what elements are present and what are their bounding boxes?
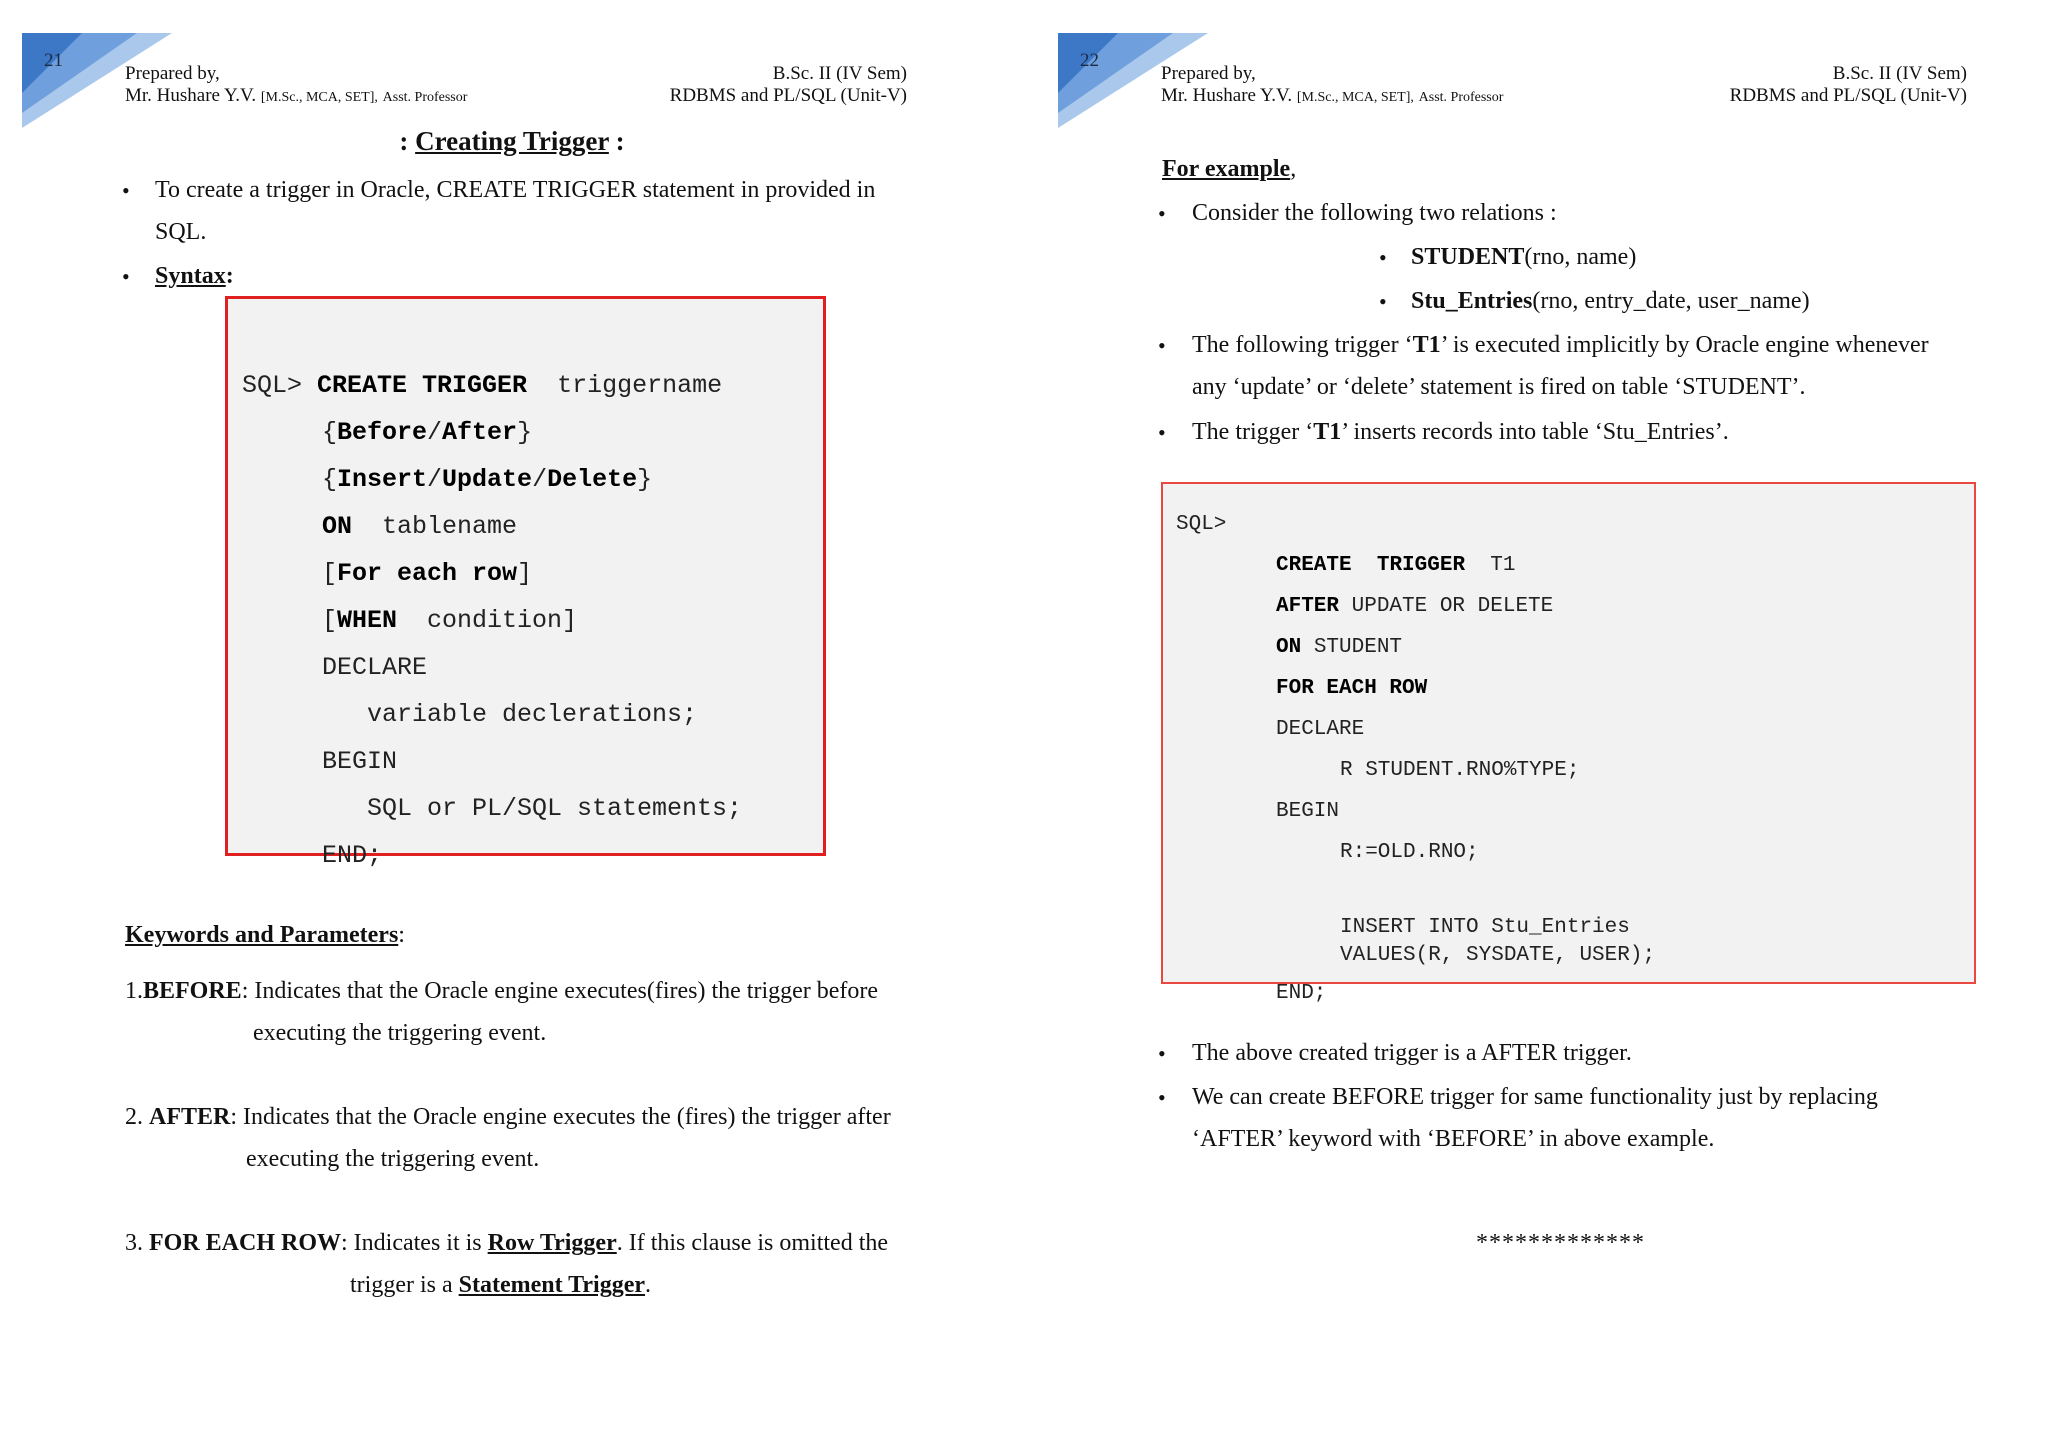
bullet-icon: • — [122, 178, 130, 203]
code-line: END; — [1276, 982, 1327, 1005]
header-prepared-by: Prepared by, — [125, 63, 220, 84]
bullet-icon: • — [1379, 289, 1387, 314]
header-prepared-by: Prepared by, — [1161, 63, 1256, 84]
bullet-trigger-t1-line1: The following trigger ‘T1’ is executed implicitly by Oracle engine whenever — [1192, 332, 1929, 358]
header-subject: RDBMS and PL/SQL (Unit-V) — [669, 85, 907, 106]
code-line: SQL> CREATE TRIGGER triggername — [242, 371, 723, 400]
row-trigger-term: Row Trigger — [487, 1230, 617, 1256]
title-prefix: : — [399, 126, 416, 156]
header-course: B.Sc. II (IV Sem) — [772, 63, 907, 84]
example-label: For example — [1162, 156, 1291, 182]
header-author: Mr. Hushare Y.V. — [125, 85, 257, 106]
code-line: [WHEN condition] — [322, 606, 578, 635]
header-author-line — [1161, 85, 1503, 109]
syntax-colon: : — [225, 263, 234, 289]
bullet-create-trigger-line1: To create a trigger in Oracle, CREATE TRIGGER statement in provided in — [155, 177, 876, 203]
bullet-icon: • — [1158, 201, 1166, 226]
keywords-colon: : — [398, 922, 405, 948]
keywords-heading — [125, 914, 405, 956]
code-line: R STUDENT.RNO%TYPE; — [1340, 759, 1580, 782]
code-line: variable declerations; — [367, 700, 698, 729]
bullet-trigger-t1-line2: any ‘update’ or ‘delete’ statement is fired on table ‘STUDENT’. — [1192, 374, 1806, 400]
code-line: SQL or PL/SQL statements; — [367, 794, 743, 823]
code-line: BEGIN — [1276, 800, 1340, 823]
code-line: AFTER UPDATE OR DELETE — [1276, 595, 1554, 618]
code-line: END; — [322, 841, 383, 870]
title-suffix: : — [608, 126, 625, 156]
bullet-icon: • — [122, 264, 130, 289]
code-line: R:=OLD.RNO; — [1340, 841, 1479, 864]
relation-name: STUDENT — [1411, 244, 1525, 270]
bullet-before-trigger-line2: ‘AFTER’ keyword with ‘BEFORE’ in above example. — [1192, 1126, 1715, 1152]
code-line: ON tablename — [322, 512, 518, 541]
bullet-before-trigger-line1: We can create BEFORE trigger for same functionality just by replacing — [1192, 1084, 1878, 1110]
header-role: Asst. Professor — [382, 90, 468, 105]
bullet-create-trigger-line2: SQL. — [155, 219, 207, 245]
header-subject: RDBMS and PL/SQL (Unit-V) — [1729, 85, 1967, 106]
code-line: VALUES(R, SYSDATE, USER); — [1340, 944, 1656, 967]
page-number: 21 — [44, 50, 63, 71]
bullet-icon: • — [1158, 1041, 1166, 1066]
code-line: [For each row] — [322, 559, 533, 588]
code-line: DECLARE — [1276, 718, 1365, 741]
keyword-term: FOR EACH ROW — [149, 1230, 341, 1256]
bullet-after-trigger: The above created trigger is a AFTER trigger. — [1192, 1040, 1632, 1066]
keywords-heading-text: Keywords and Parameters — [125, 922, 399, 948]
header-course: B.Sc. II (IV Sem) — [1832, 63, 1967, 84]
bullet-icon: • — [1158, 1085, 1166, 1110]
code-line: ON STUDENT — [1276, 636, 1403, 659]
right-page — [1024, 0, 2048, 1448]
keyword-before: 1.BEFORE: Indicates that the Oracle engine executes(fires) the trigger before — [125, 978, 879, 1004]
keyword-term: AFTER — [149, 1104, 231, 1130]
relation-stu-entries: Stu_Entries(rno, entry_date, user_name) — [1411, 288, 1810, 314]
header-course-block — [670, 63, 907, 107]
relation-student: STUDENT(rno, name) — [1411, 244, 1637, 270]
end-marker: ************* — [1476, 1230, 1645, 1256]
keyword-for-each-row-line2: trigger is a Statement Trigger. — [350, 1272, 652, 1298]
syntax-code-box — [225, 296, 826, 870]
page-title — [0, 126, 1024, 157]
header-author-block — [1161, 63, 1503, 109]
header-author-line — [125, 85, 467, 109]
bullet-consider-relations: Consider the following two relations : — [1192, 200, 1557, 226]
keyword-before-line2: executing the triggering event. — [253, 1020, 547, 1046]
code-line: {Before/After} — [322, 418, 533, 447]
keyword-for-each-row: 3. FOR EACH ROW: Indicates it is Row Trigger. If this clause is omitted the — [125, 1230, 889, 1256]
header-author-block — [125, 63, 467, 109]
header-qualifications: [M.Sc., MCA, SET], — [260, 90, 378, 105]
header-role: Asst. Professor — [1418, 90, 1504, 105]
header-author: Mr. Hushare Y.V. — [1161, 85, 1293, 106]
example-comma: , — [1290, 156, 1297, 182]
header-qualifications: [M.Sc., MCA, SET], — [1296, 90, 1414, 105]
statement-trigger-term: Statement Trigger — [458, 1272, 646, 1298]
bullet-trigger-inserts: The trigger ‘T1’ inserts records into table ‘Stu_Entries’. — [1192, 419, 1729, 445]
relation-name: Stu_Entries — [1411, 288, 1533, 314]
code-line: FOR EACH ROW — [1276, 677, 1428, 700]
syntax-label: Syntax — [155, 263, 226, 289]
header-course-block — [1730, 63, 1967, 107]
title-text: Creating Trigger — [415, 126, 609, 156]
code-line: DECLARE — [322, 653, 428, 682]
syntax-code — [242, 315, 742, 973]
code-line: INSERT INTO Stu_Entries — [1340, 916, 1630, 939]
example-heading — [1162, 148, 1296, 190]
page-number: 22 — [1080, 50, 1099, 71]
bullet-icon: • — [1379, 245, 1387, 270]
code-line: {Insert/Update/Delete} — [322, 465, 653, 494]
keyword-after: 2. AFTER: Indicates that the Oracle engine executes the (fires) the trigger after — [125, 1104, 891, 1130]
syntax-heading — [155, 255, 234, 297]
bullet-icon: • — [1158, 420, 1166, 445]
keyword-term: BEFORE — [143, 978, 242, 1004]
example-code-prompt: SQL> — [1176, 513, 1227, 536]
keyword-after-line2: executing the triggering event. — [246, 1146, 540, 1172]
code-line: CREATE TRIGGER T1 — [1276, 554, 1516, 577]
code-line-blank — [1276, 873, 1655, 914]
bullet-icon: • — [1158, 333, 1166, 358]
example-code-box — [1161, 482, 1976, 1005]
example-code — [1276, 504, 1655, 1099]
code-line: BEGIN — [322, 747, 398, 776]
